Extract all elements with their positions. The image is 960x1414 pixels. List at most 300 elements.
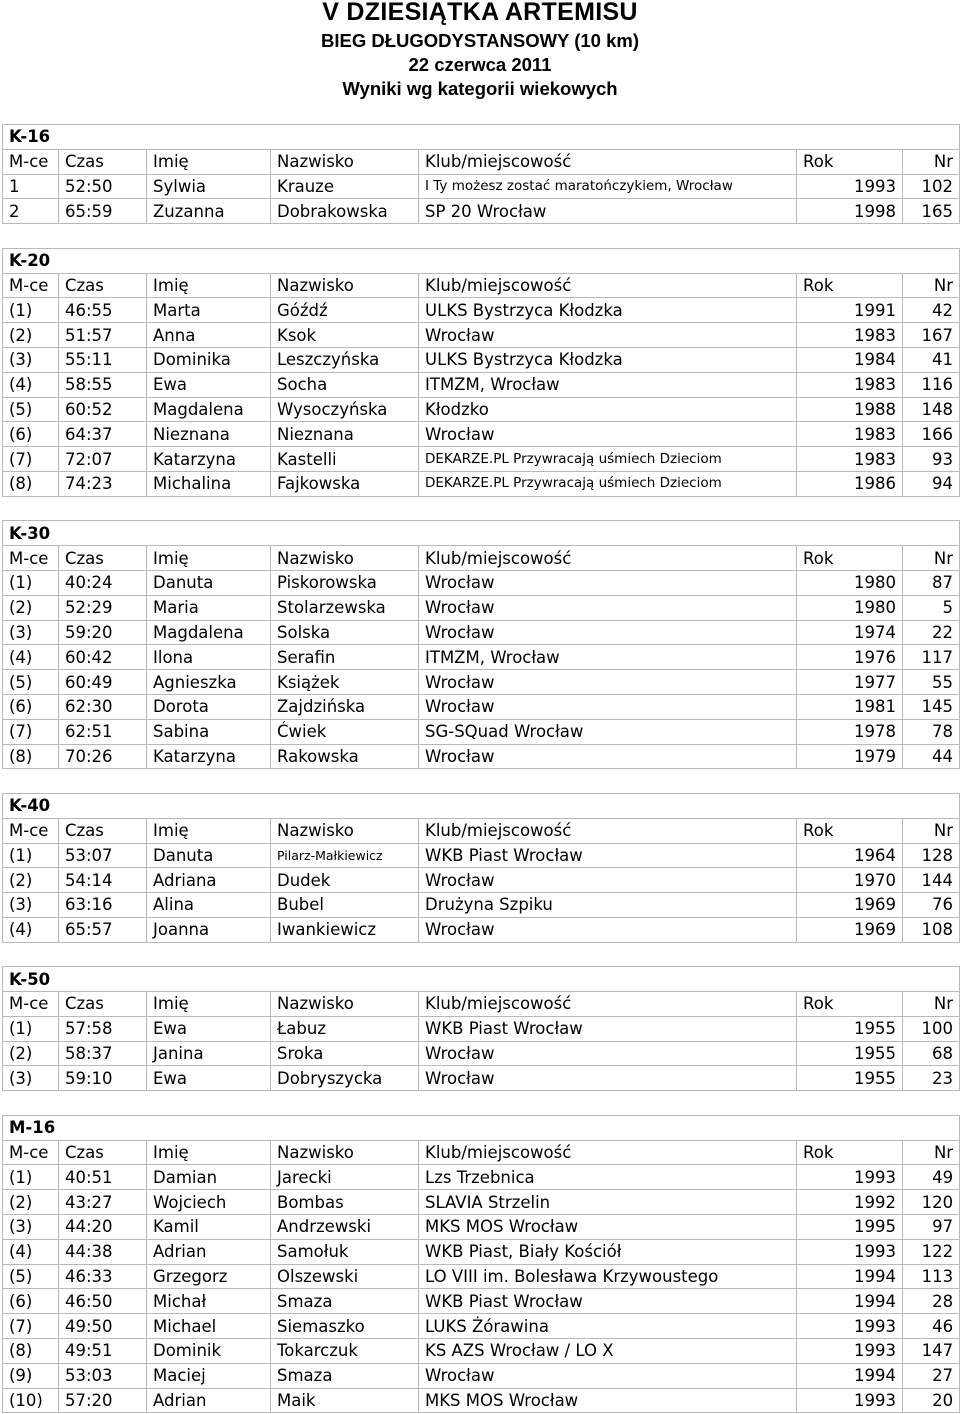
cell-year: 1993: [797, 1239, 903, 1264]
cell-bib: 28: [903, 1289, 960, 1314]
cell-club: Wrocław: [419, 670, 797, 695]
column-header-time: Czas: [59, 273, 147, 298]
cell-last-name: Siemaszko: [271, 1314, 419, 1339]
cell-last-name: Ksok: [271, 323, 419, 348]
cell-place: (10): [3, 1388, 59, 1413]
cell-year: 1981: [797, 694, 903, 719]
cell-last-name: Stolarzewska: [271, 595, 419, 620]
column-header-year: Rok: [797, 273, 903, 298]
cell-year: 1983: [797, 422, 903, 447]
column-header-club: Klub/miejscowość: [419, 546, 797, 571]
cell-first-name: Dominik: [147, 1339, 271, 1364]
cell-place: (5): [3, 670, 59, 695]
cell-last-name: Iwankiewicz: [271, 917, 419, 942]
cell-year: 1969: [797, 893, 903, 918]
cell-last-name: Maik: [271, 1388, 419, 1413]
cell-last-name: Rakowska: [271, 744, 419, 769]
table-row: [3, 843, 960, 868]
cell-club: Wrocław: [419, 1041, 797, 1066]
cell-time: 74:23: [59, 471, 147, 496]
column-header-row: [3, 818, 960, 843]
cell-bib: 68: [903, 1041, 960, 1066]
cell-last-name: Pilarz-Małkiewicz: [271, 843, 419, 868]
cell-place: (2): [3, 1190, 59, 1215]
cell-first-name: Ewa: [147, 1066, 271, 1091]
column-header-last-name: Nazwisko: [271, 818, 419, 843]
cell-last-name: Smaza: [271, 1363, 419, 1388]
cell-club: I Ty możesz zostać maratończykiem, Wrocław: [419, 174, 797, 199]
cell-first-name: Michael: [147, 1314, 271, 1339]
cell-club: Wrocław: [419, 422, 797, 447]
table-row: [3, 868, 960, 893]
cell-club: DEKARZE.PL Przywracają uśmiech Dzieciom: [419, 471, 797, 496]
cell-year: 1976: [797, 645, 903, 670]
cell-bib: 167: [903, 323, 960, 348]
column-header-bib: Nr: [903, 149, 960, 174]
cell-bib: 55: [903, 670, 960, 695]
column-header-first-name: Imię: [147, 149, 271, 174]
column-header-first-name: Imię: [147, 818, 271, 843]
cell-time: 62:30: [59, 694, 147, 719]
cell-club: Wrocław: [419, 917, 797, 942]
cell-first-name: Marta: [147, 298, 271, 323]
cell-club: Wrocław: [419, 323, 797, 348]
cell-club: Wrocław: [419, 595, 797, 620]
cell-time: 44:20: [59, 1215, 147, 1240]
cell-year: 1969: [797, 917, 903, 942]
category-title-row: [3, 1115, 960, 1140]
cell-time: 49:51: [59, 1339, 147, 1364]
cell-first-name: Adrian: [147, 1239, 271, 1264]
cell-club: LUKS Żórawina: [419, 1314, 797, 1339]
category-title-row: [3, 125, 960, 150]
column-header-bib: Nr: [903, 992, 960, 1017]
table-row: [3, 917, 960, 942]
cell-place: (3): [3, 1066, 59, 1091]
cell-last-name: Serafin: [271, 645, 419, 670]
table-row: [3, 1339, 960, 1364]
cell-club: WKB Piast Wrocław: [419, 1289, 797, 1314]
category-table: [2, 1115, 960, 1414]
cell-year: 1955: [797, 1041, 903, 1066]
cell-time: 44:38: [59, 1239, 147, 1264]
cell-bib: 145: [903, 694, 960, 719]
cell-year: 1994: [797, 1264, 903, 1289]
column-header-first-name: Imię: [147, 1140, 271, 1165]
cell-last-name: Bubel: [271, 893, 419, 918]
cell-year: 1994: [797, 1363, 903, 1388]
cell-place: (2): [3, 868, 59, 893]
cell-year: 1986: [797, 471, 903, 496]
cell-last-name: Andrzewski: [271, 1215, 419, 1240]
cell-last-name: Piskorowska: [271, 570, 419, 595]
cell-bib: 100: [903, 1016, 960, 1041]
cell-bib: 49: [903, 1165, 960, 1190]
column-header-year: Rok: [797, 149, 903, 174]
cell-first-name: Grzegorz: [147, 1264, 271, 1289]
cell-bib: 122: [903, 1239, 960, 1264]
cell-place: (3): [3, 620, 59, 645]
category-title-row: [3, 793, 960, 818]
cell-time: 54:14: [59, 868, 147, 893]
cell-first-name: Anna: [147, 323, 271, 348]
column-header-year: Rok: [797, 992, 903, 1017]
column-header-club: Klub/miejscowość: [419, 273, 797, 298]
cell-place: (8): [3, 1339, 59, 1364]
cell-club: SLAVIA Strzelin: [419, 1190, 797, 1215]
cell-first-name: Nieznana: [147, 422, 271, 447]
cell-club: WKB Piast Wrocław: [419, 843, 797, 868]
column-header-last-name: Nazwisko: [271, 546, 419, 571]
cell-year: 1964: [797, 843, 903, 868]
column-header-place: M-ce: [3, 992, 59, 1017]
cell-time: 52:29: [59, 595, 147, 620]
category-spacer: [0, 497, 960, 521]
cell-time: 49:50: [59, 1314, 147, 1339]
cell-place: (1): [3, 298, 59, 323]
category-title-row: [3, 521, 960, 546]
cell-first-name: Katarzyna: [147, 744, 271, 769]
cell-year: 1991: [797, 298, 903, 323]
category-title-row: [3, 248, 960, 273]
cell-bib: 165: [903, 199, 960, 224]
cell-bib: 46: [903, 1314, 960, 1339]
category-name: M-16: [3, 1115, 960, 1140]
cell-place: (4): [3, 917, 59, 942]
cell-club: Wrocław: [419, 570, 797, 595]
cell-bib: 78: [903, 719, 960, 744]
cell-year: 1993: [797, 174, 903, 199]
cell-time: 52:50: [59, 174, 147, 199]
column-header-bib: Nr: [903, 273, 960, 298]
cell-club: Lzs Trzebnica: [419, 1165, 797, 1190]
cell-place: (1): [3, 1016, 59, 1041]
table-row: [3, 1363, 960, 1388]
cell-first-name: Ewa: [147, 372, 271, 397]
cell-bib: 94: [903, 471, 960, 496]
cell-year: 1993: [797, 1314, 903, 1339]
cell-place: (2): [3, 323, 59, 348]
column-header-time: Czas: [59, 992, 147, 1017]
cell-first-name: Dorota: [147, 694, 271, 719]
cell-bib: 87: [903, 570, 960, 595]
cell-time: 40:51: [59, 1165, 147, 1190]
cell-place: (1): [3, 570, 59, 595]
cell-bib: 42: [903, 298, 960, 323]
cell-first-name: Zuzanna: [147, 199, 271, 224]
cell-place: (4): [3, 645, 59, 670]
cell-club: ULKS Bystrzyca Kłodzka: [419, 298, 797, 323]
cell-bib: 117: [903, 645, 960, 670]
category-spacer: [0, 1091, 960, 1115]
table-row: [3, 570, 960, 595]
cell-bib: 41: [903, 347, 960, 372]
cell-bib: 27: [903, 1363, 960, 1388]
column-header-year: Rok: [797, 818, 903, 843]
cell-last-name: Książek: [271, 670, 419, 695]
cell-first-name: Magdalena: [147, 620, 271, 645]
cell-bib: 20: [903, 1388, 960, 1413]
cell-bib: 108: [903, 917, 960, 942]
cell-first-name: Adriana: [147, 868, 271, 893]
cell-last-name: Bombas: [271, 1190, 419, 1215]
cell-place: (5): [3, 397, 59, 422]
table-row: [3, 1239, 960, 1264]
table-row: [3, 1215, 960, 1240]
cell-first-name: Ewa: [147, 1016, 271, 1041]
cell-year: 1955: [797, 1066, 903, 1091]
cell-first-name: Janina: [147, 1041, 271, 1066]
cell-last-name: Jarecki: [271, 1165, 419, 1190]
category-table: [2, 966, 960, 1091]
category-table: [2, 248, 960, 497]
cell-last-name: Fajkowska: [271, 471, 419, 496]
cell-bib: 113: [903, 1264, 960, 1289]
cell-time: 55:11: [59, 347, 147, 372]
cell-place: (3): [3, 893, 59, 918]
cell-place: (3): [3, 347, 59, 372]
cell-first-name: Kamil: [147, 1215, 271, 1240]
cell-first-name: Michał: [147, 1289, 271, 1314]
cell-bib: 148: [903, 397, 960, 422]
cell-last-name: Dobrakowska: [271, 199, 419, 224]
column-header-club: Klub/miejscowość: [419, 149, 797, 174]
table-row: [3, 298, 960, 323]
results-section: [0, 124, 960, 1413]
cell-time: 60:49: [59, 670, 147, 695]
cell-club: SP 20 Wrocław: [419, 199, 797, 224]
cell-last-name: Solska: [271, 620, 419, 645]
cell-bib: 22: [903, 620, 960, 645]
category-name: K-20: [3, 248, 960, 273]
cell-last-name: Kastelli: [271, 447, 419, 472]
cell-year: 1993: [797, 1165, 903, 1190]
cell-time: 64:37: [59, 422, 147, 447]
cell-year: 1979: [797, 744, 903, 769]
cell-last-name: Smaza: [271, 1289, 419, 1314]
cell-place: (7): [3, 1314, 59, 1339]
cell-club: ITMZM, Wrocław: [419, 372, 797, 397]
column-header-last-name: Nazwisko: [271, 273, 419, 298]
page-title: V DZIESIĄTKA ARTEMISU: [322, 0, 638, 26]
cell-club: Wrocław: [419, 620, 797, 645]
column-header-first-name: Imię: [147, 273, 271, 298]
cell-last-name: Nieznana: [271, 422, 419, 447]
category-name: K-16: [3, 125, 960, 150]
column-header-place: M-ce: [3, 1140, 59, 1165]
table-row: [3, 199, 960, 224]
column-header-club: Klub/miejscowość: [419, 1140, 797, 1165]
column-header-club: Klub/miejscowość: [419, 818, 797, 843]
table-row: [3, 595, 960, 620]
cell-first-name: Maria: [147, 595, 271, 620]
cell-time: 60:52: [59, 397, 147, 422]
table-row: [3, 1190, 960, 1215]
race-date: 22 czerwca 2011: [408, 54, 552, 75]
cell-first-name: Sabina: [147, 719, 271, 744]
cell-bib: 102: [903, 174, 960, 199]
cell-club: LO VIII im. Bolesława Krzywoustego: [419, 1264, 797, 1289]
cell-time: 57:20: [59, 1388, 147, 1413]
table-row: [3, 1165, 960, 1190]
category-name: K-50: [3, 967, 960, 992]
column-header-first-name: Imię: [147, 546, 271, 571]
cell-first-name: Wojciech: [147, 1190, 271, 1215]
cell-club: Wrocław: [419, 868, 797, 893]
cell-first-name: Magdalena: [147, 397, 271, 422]
column-header-place: M-ce: [3, 546, 59, 571]
table-row: [3, 1041, 960, 1066]
table-row: [3, 694, 960, 719]
column-header-place: M-ce: [3, 273, 59, 298]
cell-time: 40:24: [59, 570, 147, 595]
cell-last-name: Socha: [271, 372, 419, 397]
category-spacer: [0, 769, 960, 793]
cell-year: 1998: [797, 199, 903, 224]
column-header-place: M-ce: [3, 818, 59, 843]
table-row: [3, 1264, 960, 1289]
cell-time: 51:57: [59, 323, 147, 348]
cell-last-name: Krauze: [271, 174, 419, 199]
column-header-place: M-ce: [3, 149, 59, 174]
cell-place: 2: [3, 199, 59, 224]
cell-place: (2): [3, 595, 59, 620]
column-header-year: Rok: [797, 1140, 903, 1165]
column-header-time: Czas: [59, 818, 147, 843]
cell-last-name: Samołuk: [271, 1239, 419, 1264]
cell-last-name: Dobryszycka: [271, 1066, 419, 1091]
cell-place: (2): [3, 1041, 59, 1066]
column-header-bib: Nr: [903, 546, 960, 571]
cell-time: 58:37: [59, 1041, 147, 1066]
cell-last-name: Olszewski: [271, 1264, 419, 1289]
cell-bib: 5: [903, 595, 960, 620]
cell-time: 60:42: [59, 645, 147, 670]
table-row: [3, 1314, 960, 1339]
cell-bib: 97: [903, 1215, 960, 1240]
cell-year: 1995: [797, 1215, 903, 1240]
cell-bib: 128: [903, 843, 960, 868]
cell-last-name: Wysoczyńska: [271, 397, 419, 422]
cell-year: 1994: [797, 1289, 903, 1314]
cell-last-name: Łabuz: [271, 1016, 419, 1041]
cell-place: (6): [3, 1289, 59, 1314]
column-header-club: Klub/miejscowość: [419, 992, 797, 1017]
cell-first-name: Danuta: [147, 570, 271, 595]
cell-time: 72:07: [59, 447, 147, 472]
race-subtitle: BIEG DŁUGODYSTANSOWY (10 km): [321, 30, 639, 51]
cell-first-name: Danuta: [147, 843, 271, 868]
cell-year: 1974: [797, 620, 903, 645]
cell-bib: 23: [903, 1066, 960, 1091]
cell-year: 1993: [797, 1339, 903, 1364]
cell-place: (3): [3, 1215, 59, 1240]
cell-club: SG-SQuad Wrocław: [419, 719, 797, 744]
results-caption: Wyniki wg kategorii wiekowych: [342, 78, 618, 99]
column-header-row: [3, 992, 960, 1017]
table-row: [3, 323, 960, 348]
cell-first-name: Damian: [147, 1165, 271, 1190]
cell-club: MKS MOS Wrocław: [419, 1388, 797, 1413]
cell-place: (8): [3, 744, 59, 769]
table-row: [3, 447, 960, 472]
category-spacer: [0, 943, 960, 967]
cell-place: (8): [3, 471, 59, 496]
cell-year: 1983: [797, 323, 903, 348]
cell-bib: 166: [903, 422, 960, 447]
column-header-time: Czas: [59, 1140, 147, 1165]
cell-first-name: Agnieszka: [147, 670, 271, 695]
column-header-last-name: Nazwisko: [271, 1140, 419, 1165]
cell-club: Wrocław: [419, 1066, 797, 1091]
column-header-bib: Nr: [903, 1140, 960, 1165]
table-row: [3, 1388, 960, 1413]
cell-last-name: Tokarczuk: [271, 1339, 419, 1364]
cell-club: ULKS Bystrzyca Kłodzka: [419, 347, 797, 372]
cell-year: 1978: [797, 719, 903, 744]
column-header-row: [3, 546, 960, 571]
cell-place: (5): [3, 1264, 59, 1289]
cell-last-name: Ćwiek: [271, 719, 419, 744]
cell-club: Wrocław: [419, 1363, 797, 1388]
cell-first-name: Dominika: [147, 347, 271, 372]
cell-time: 46:50: [59, 1289, 147, 1314]
cell-place: (1): [3, 1165, 59, 1190]
cell-first-name: Michalina: [147, 471, 271, 496]
column-header-first-name: Imię: [147, 992, 271, 1017]
cell-time: 59:20: [59, 620, 147, 645]
cell-first-name: Adrian: [147, 1388, 271, 1413]
cell-year: 1983: [797, 372, 903, 397]
cell-bib: 93: [903, 447, 960, 472]
category-name: K-40: [3, 793, 960, 818]
cell-time: 65:57: [59, 917, 147, 942]
cell-bib: 44: [903, 744, 960, 769]
cell-time: 65:59: [59, 199, 147, 224]
column-header-last-name: Nazwisko: [271, 149, 419, 174]
cell-place: (4): [3, 1239, 59, 1264]
table-row: [3, 174, 960, 199]
column-header-last-name: Nazwisko: [271, 992, 419, 1017]
column-header-year: Rok: [797, 546, 903, 571]
table-row: [3, 1289, 960, 1314]
cell-place: (7): [3, 447, 59, 472]
cell-club: ITMZM, Wrocław: [419, 645, 797, 670]
cell-bib: 116: [903, 372, 960, 397]
cell-first-name: Maciej: [147, 1363, 271, 1388]
cell-place: 1: [3, 174, 59, 199]
cell-last-name: Sroka: [271, 1041, 419, 1066]
cell-club: Wrocław: [419, 744, 797, 769]
table-row: [3, 620, 960, 645]
cell-year: 1984: [797, 347, 903, 372]
column-header-time: Czas: [59, 546, 147, 571]
table-row: [3, 347, 960, 372]
cell-time: 46:55: [59, 298, 147, 323]
category-table: [2, 124, 960, 224]
cell-bib: 147: [903, 1339, 960, 1364]
cell-time: 63:16: [59, 893, 147, 918]
table-row: [3, 471, 960, 496]
cell-club: Wrocław: [419, 694, 797, 719]
cell-bib: 120: [903, 1190, 960, 1215]
cell-time: 57:58: [59, 1016, 147, 1041]
cell-year: 1983: [797, 447, 903, 472]
cell-time: 62:51: [59, 719, 147, 744]
cell-time: 59:10: [59, 1066, 147, 1091]
cell-place: (6): [3, 694, 59, 719]
cell-last-name: Leszczyńska: [271, 347, 419, 372]
